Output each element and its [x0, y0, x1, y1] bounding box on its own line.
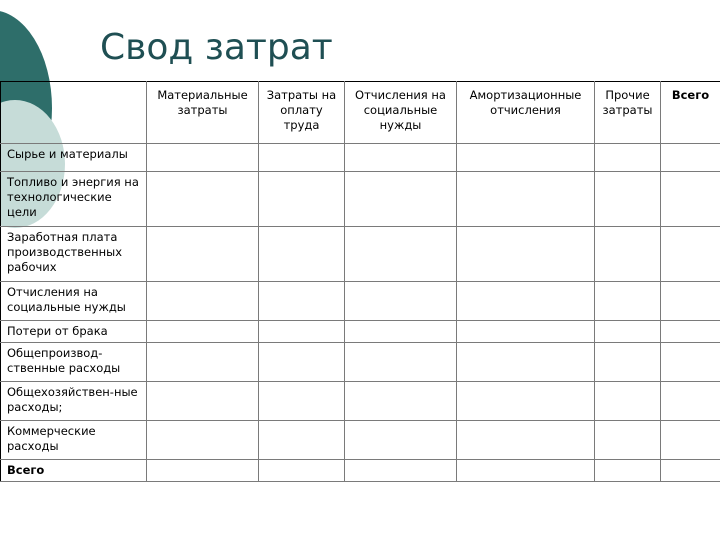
table-cell [259, 172, 345, 227]
table-cell [345, 172, 457, 227]
table-row [1, 227, 720, 282]
table-row [1, 343, 720, 382]
table-cell [595, 282, 661, 321]
table-cell [147, 172, 259, 227]
cost-summary-table [0, 81, 720, 482]
table-row [1, 321, 720, 343]
table-cell [595, 460, 661, 482]
table-cell [147, 382, 259, 421]
table-cell [457, 321, 595, 343]
row-label-total: Всего [1, 460, 147, 482]
table-cell [595, 172, 661, 227]
header-corner-cell [1, 82, 147, 144]
table-header-row [1, 82, 720, 144]
table-cell [595, 421, 661, 460]
table-cell [661, 343, 720, 382]
table-cell [595, 382, 661, 421]
table-cell [259, 421, 345, 460]
table-cell [457, 144, 595, 172]
table-cell [147, 227, 259, 282]
table-cell [661, 227, 720, 282]
table-cell [595, 227, 661, 282]
column-header-labor-costs: Затраты на оплату труда [259, 82, 345, 144]
table-row-total [1, 460, 720, 482]
table-cell [457, 227, 595, 282]
table-row [1, 172, 720, 227]
row-label-general-business: Общехозяйствен-ные расходы; [1, 382, 147, 421]
table-cell [259, 460, 345, 482]
column-header-depreciation: Амортизационные отчисления [457, 82, 595, 144]
table-cell [345, 227, 457, 282]
table-cell [661, 321, 720, 343]
table-cell [345, 321, 457, 343]
table-cell [457, 421, 595, 460]
table-cell [457, 343, 595, 382]
table-cell [147, 144, 259, 172]
table-cell [661, 144, 720, 172]
table-cell [147, 282, 259, 321]
row-label-defect-losses: Потери от брака [1, 321, 147, 343]
table-cell [595, 144, 661, 172]
table-cell [345, 421, 457, 460]
table-cell [147, 321, 259, 343]
table-cell [345, 382, 457, 421]
table-cell [345, 460, 457, 482]
row-label-overhead-production: Общепроизвод-ственные расходы [1, 343, 147, 382]
table-row [1, 282, 720, 321]
slide-title: Свод затрат [100, 27, 333, 68]
row-label-commercial: Коммерческие расходы [1, 421, 147, 460]
table-cell [457, 460, 595, 482]
row-label-production-wages: Заработная плата производственных рабочих [1, 227, 147, 282]
table-cell [345, 282, 457, 321]
table-cell [457, 382, 595, 421]
table-cell [147, 421, 259, 460]
table-cell [457, 282, 595, 321]
table-cell [147, 343, 259, 382]
table-cell [595, 343, 661, 382]
table-cell [259, 282, 345, 321]
table-cell [259, 343, 345, 382]
table-row [1, 144, 720, 172]
table-row [1, 421, 720, 460]
table-cell [661, 282, 720, 321]
column-header-other-costs: Прочие затраты [595, 82, 661, 144]
table-row [1, 382, 720, 421]
table-cell [661, 382, 720, 421]
table-cell [259, 321, 345, 343]
table-cell [345, 343, 457, 382]
table-cell [345, 144, 457, 172]
column-header-material-costs: Материальные затраты [147, 82, 259, 144]
table-cell [595, 321, 661, 343]
table-cell [259, 144, 345, 172]
column-header-social-contributions: Отчисления на социальные нужды [345, 82, 457, 144]
table-cell [259, 382, 345, 421]
table-cell [259, 227, 345, 282]
row-label-raw-materials: Сырье и материалы [1, 144, 147, 172]
table-cell [457, 172, 595, 227]
table-cell [661, 460, 720, 482]
table-cell [147, 460, 259, 482]
row-label-social-contributions: Отчисления на социальные нужды [1, 282, 147, 321]
column-header-total: Всего [661, 82, 720, 144]
table-cell [661, 421, 720, 460]
row-label-fuel-energy: Топливо и энергия на технологические цели [1, 172, 147, 227]
table-cell [661, 172, 720, 227]
